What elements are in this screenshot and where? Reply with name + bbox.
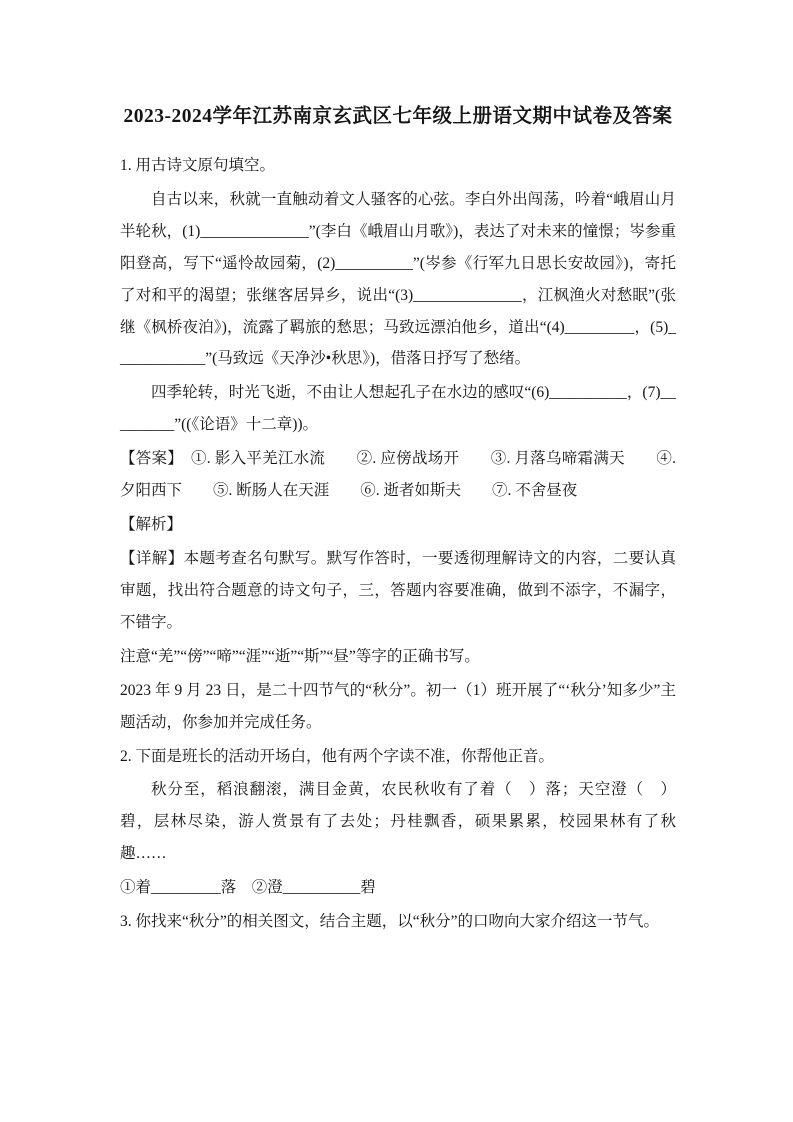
- character-writing-note: 注意“羌”“傍”“啼”“涯”“逝”“斯”“昼”等字的正确书写。: [120, 647, 480, 665]
- document-title: 2023-2024学年江苏南京玄武区七年级上册语文期中试卷及答案: [123, 106, 673, 127]
- detailed-explanation: 【详解】本题考查名句默写。默写作答时，一要透彻理解诗文的内容，二要认真审题，找出符合题意的诗文句子，三，答题内容要准确，做到不添字，不漏字，不错字。: [120, 549, 676, 631]
- question-2: 2. 下面是班长的活动开场白，他有两个字读不准，你帮他正音。: [120, 747, 555, 765]
- activity-introduction: 2023 年 9 月 23 日，是二十四节气的“秋分”。初一（1）班开展了“‘秋分’知多少”主题活动，你参加并完成任务。: [120, 681, 676, 731]
- passage-autumn-poems: 自古以来，秋就一直触动着文人骚客的心弦。李白外出闯荡，吟着“峨眉山月半轮秋，(1)______________”(李白《峨眉山月歌》)，表达了对未来的憧憬；岑参重阳登高，写下“遥怜故园菊，(2)__________”(岑参《行军九日思长安故园》)，寄托了对和平的渴望；张继客居异乡，说出“(3)______________，江枫渔火对愁眠”(张继《枫桥夜泊》)，流露了羁旅的愁思；马致远漂泊他乡，道出“(4)_________，(5)____________”(马致远《天净沙•秋思》)，借落日抒写了愁绪。: [120, 190, 676, 368]
- pronunciation-blanks: ①着_________落 ②澄__________碧: [120, 879, 376, 897]
- answer-block: 【答案】 ①. 影入平羌江水流 ②. 应傍战场开 ③. 月落乌啼霜满天 ④. 夕阳西下 ⑤. 断肠人在天涯 ⑥. 逝者如斯夫 ⑦. 不舍昼夜: [120, 450, 676, 500]
- question-1: 1. 用古诗文原句填空。: [120, 156, 276, 174]
- passage-confucius: 四季轮转，时光飞逝，不由让人想起孔子在水边的感叹“(6)__________，(7)_________”((《论语》十二章))。: [120, 384, 676, 434]
- analysis-label: 【解析】: [120, 516, 183, 534]
- question-3: 3. 你找来“秋分”的相关图文，结合主题，以“秋分”的口吻向大家介绍这一节气。: [120, 913, 660, 931]
- passage-qiufen-speech: 秋分至，稻浪翻滚，满目金黄，农民秋收有了着（ ）落；天空澄（ ）碧，层林尽染，游人赏景有了去处；丹桂飘香，硕果累累，校园果林有了秋趣……: [120, 781, 676, 863]
